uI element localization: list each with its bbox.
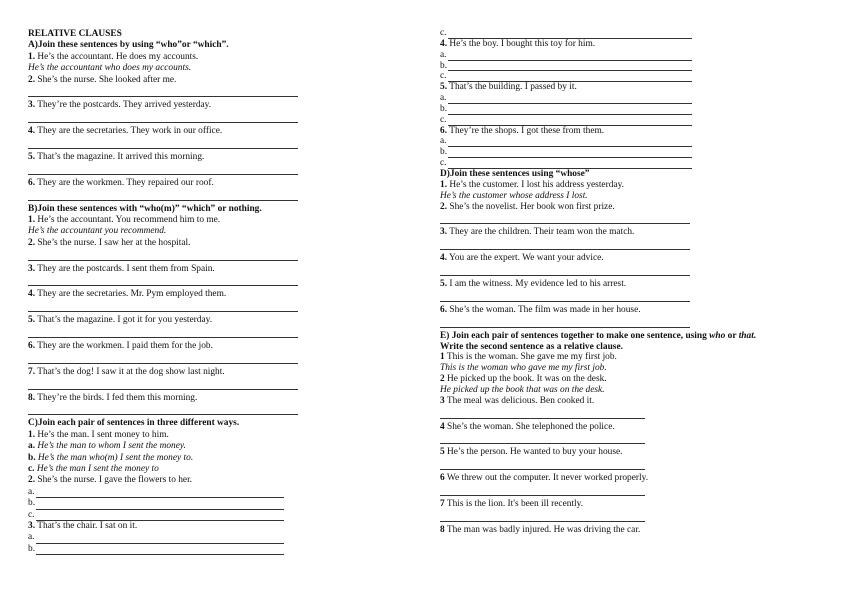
example-answer: This is the woman who gave me my first job. — [440, 363, 607, 374]
example-answer: c. He’s the man I sent the money to — [28, 464, 159, 475]
answer-line[interactable] — [440, 212, 690, 224]
answer-line[interactable] — [440, 238, 690, 250]
worksheet-title: RELATIVE CLAUSES — [28, 29, 122, 39]
exercise-item: 6. They’re the shops. I got these from them. — [440, 125, 605, 136]
answer-line[interactable] — [28, 163, 298, 174]
exercise-item: 1 This is the woman. She gave me my first job. — [440, 352, 617, 363]
answer-line[interactable] — [440, 458, 645, 470]
exercise-item: 2 He picked up the book. It was on the desk. — [440, 374, 607, 385]
exercise-item: 3 The meal was delicious. Ben cooked it. — [440, 395, 595, 406]
option-answer-line[interactable]: a. — [440, 136, 830, 147]
example-answer: He picked up the book that was on the desk. — [440, 384, 605, 395]
option-answer-line[interactable]: c. — [440, 71, 830, 82]
section-e-instruction: Write the second sentence as a relative clause. — [440, 341, 623, 352]
answer-line[interactable] — [28, 301, 298, 312]
right-column — [440, 28, 830, 536]
exercise-item: 6. She’s the woman. The film was made in her house. — [440, 304, 641, 315]
exercise-item: 6. They are the workmen. They repaired our roof. — [28, 177, 214, 188]
exercise-item: 7 This is the lion. It's been ill recently. — [440, 499, 584, 510]
answer-line[interactable] — [440, 290, 690, 302]
exercise-item: 4. You are the expert. We want your advice. — [440, 253, 604, 264]
exercise-item: 4. They are the secretaries. Mr. Pym employed them. — [28, 289, 227, 300]
answer-line[interactable] — [440, 484, 645, 496]
section-b-heading: B)Join these sentences with “who(m)” “which” or nothing. — [28, 203, 262, 214]
exercise-item: 8. They’re the birds. I fed them this morning. — [28, 392, 198, 403]
exercise-item: 4. They are the secretaries. They work in our office. — [28, 126, 223, 137]
exercise-item: 2. She’s the nurse. I saw her at the hospital. — [28, 237, 191, 248]
answer-line[interactable] — [440, 316, 690, 328]
option-answer-line[interactable]: c. — [440, 28, 830, 39]
section-c-heading: C)Join each pair of sentences in three different ways. — [28, 418, 240, 429]
answer-line[interactable] — [28, 112, 298, 123]
exercise-item: 1. He’s the customer. I lost his address yesterday. — [440, 179, 624, 190]
exercise-item: 3. That’s the chair. I sat on it. — [28, 521, 138, 532]
option-answer-line[interactable]: a. — [440, 93, 830, 104]
exercise-item: 2. She’s the novelist. Her book won first prize. — [440, 201, 615, 212]
answer-line[interactable] — [28, 275, 298, 286]
answer-line[interactable] — [440, 264, 690, 276]
exercise-item: 5 He’s the person. He wanted to buy your house. — [440, 447, 623, 458]
option-answer-line[interactable]: b. — [28, 498, 298, 509]
section-d-heading: D)Join these sentences using “whose” — [440, 168, 590, 179]
example-answer: He’s the accountant you recommend. — [28, 226, 167, 237]
answer-line[interactable] — [440, 407, 645, 419]
example-answer: b. He’s the man who(m) I sent the money to. — [28, 452, 194, 463]
option-answer-line[interactable]: c. — [28, 510, 298, 521]
exercise-item: 3. They are the children. Their team won the match. — [440, 227, 635, 238]
exercise-item: 7. That’s the dog! I saw it at the dog show last night. — [28, 366, 225, 377]
option-answer-line[interactable]: a. — [440, 50, 830, 61]
example-answer: He’s the accountant who does my accounts. — [28, 63, 192, 74]
exercise-item: 5. That’s the magazine. I got it for you yesterday. — [28, 315, 213, 326]
answer-line[interactable] — [28, 378, 298, 389]
answer-line[interactable] — [28, 352, 298, 363]
section-e-heading: E) Join each pair of sentences together to make one sentence, using who or that. — [440, 330, 757, 341]
answer-line[interactable] — [28, 86, 298, 97]
example-answer: He’s the customer whose address I lost. — [440, 190, 588, 201]
answer-line[interactable] — [440, 432, 645, 444]
exercise-item: 6. They are the workmen. I paid them for the job. — [28, 341, 213, 352]
exercise-item: 3. They are the postcards. I sent them from Spain. — [28, 263, 215, 274]
exercise-item: 2. She’s the nurse. I gave the flowers to her. — [28, 475, 193, 486]
exercise-item: 8 The man was badly injured. He was driving the car. — [440, 525, 641, 535]
option-answer-line[interactable]: a. — [28, 487, 298, 498]
answer-line[interactable] — [28, 327, 298, 338]
answer-line[interactable] — [28, 138, 298, 149]
exercise-item: 6 We threw out the computer. It never worked properly. — [440, 473, 649, 484]
answer-line[interactable] — [28, 249, 298, 260]
exercise-item: 3. They’re the postcards. They arrived yesterday. — [28, 100, 212, 111]
answer-line[interactable] — [28, 189, 298, 200]
option-answer-line[interactable]: c. — [440, 158, 830, 169]
option-answer-line[interactable]: b. — [440, 61, 830, 72]
option-answer-line[interactable]: b. — [28, 544, 298, 555]
exercise-item: 1. He’s the accountant. You recommend him to me. — [28, 215, 221, 226]
option-answer-line[interactable]: a. — [28, 532, 298, 543]
exercise-item: 5. That’s the magazine. It arrived this morning. — [28, 152, 205, 163]
answer-line[interactable] — [440, 510, 645, 522]
example-answer: a. He’s the man to whom I sent the money. — [28, 441, 186, 452]
exercise-item: 5. I am the witness. My evidence led to his arrest. — [440, 279, 627, 290]
exercise-item: 4. He’s the boy. I bought this toy for him. — [440, 38, 596, 49]
exercise-item: 1. He’s the accountant. He does my accounts. — [28, 51, 199, 62]
answer-line[interactable] — [28, 404, 298, 415]
option-answer-line[interactable]: b. — [440, 147, 830, 158]
exercise-item: 4 She’s the woman. She telephoned the police. — [440, 421, 615, 432]
left-column — [28, 29, 298, 555]
section-a-heading: A)Join these sentences by using “who”or “which”. — [28, 40, 229, 51]
exercise-item: 2. She’s the nurse. She looked after me. — [28, 74, 177, 85]
exercise-item: 5. That’s the building. I passed by it. — [440, 82, 577, 93]
option-answer-line[interactable]: c. — [440, 115, 830, 126]
exercise-item: 1. He’s the man. I sent money to him. — [28, 429, 169, 440]
option-answer-line[interactable]: b. — [440, 104, 830, 115]
